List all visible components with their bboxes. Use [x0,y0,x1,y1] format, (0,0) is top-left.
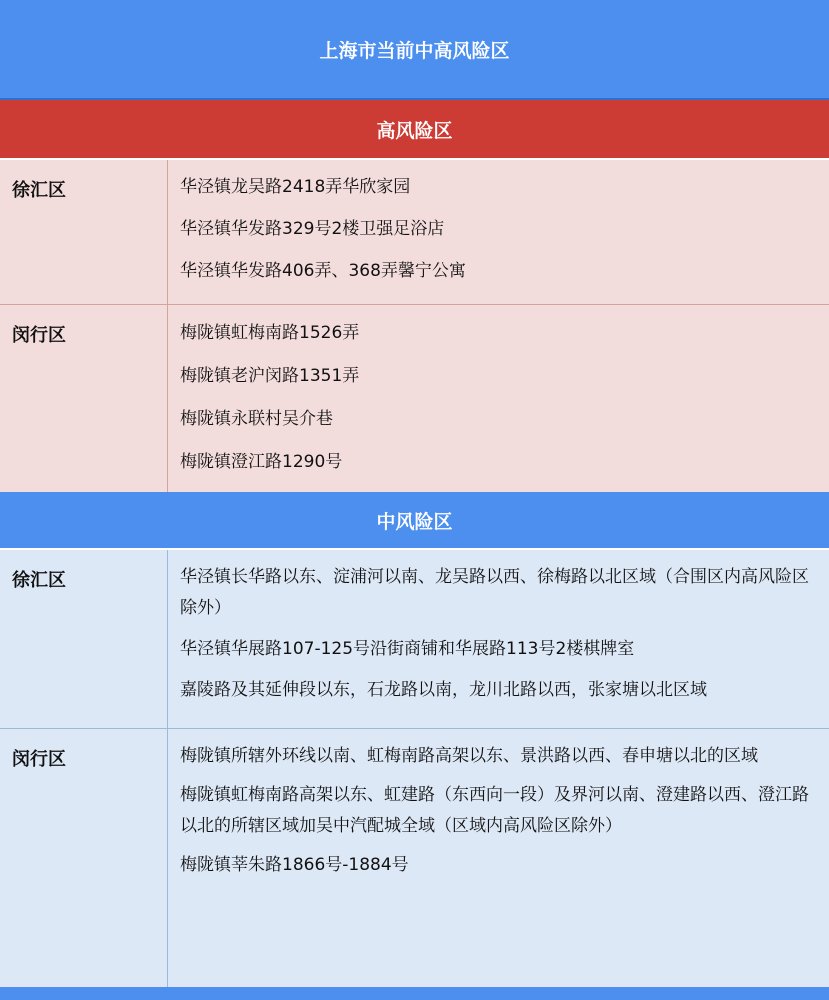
location-list [168,550,829,728]
location-item: 华泾镇长华路以东、淀浦河以南、龙吴路以西、徐梅路以北区域（合围区内高风险区除外） [180,567,809,618]
location-item: 梅陇镇老沪闵路1351弄 [180,366,360,386]
location-list [168,160,829,304]
high-risk-header [0,100,829,160]
location-item: 华泾镇华发路406弄、368弄馨宁公寓 [180,261,466,281]
location-item: 嘉陵路及其延伸段以东，石龙路以南，龙川北路以西，张家塘以北区域 [180,680,707,700]
location-item: 梅陇镇澄江路1290号 [180,452,343,472]
high-risk-row-minhang [0,305,829,492]
location-item: 梅陇镇虹梅南路高架以东、虹建路（东西向一段）及界河以南、澄建路以西、澄江路以北的所辖区域加吴中汽配城全域（区域内高风险区除外） [180,785,809,836]
district-name: 徐汇区 [0,160,168,304]
location-list [168,305,829,492]
district-name: 徐汇区 [0,550,168,728]
mid-risk-row-xuhui [0,550,829,729]
location-list [168,729,829,989]
location-item: 华泾镇华发路329号2楼卫强足浴店 [180,219,445,239]
page-title [0,0,829,100]
high-risk-row-xuhui [0,160,829,305]
mid-risk-row-minhang [0,729,829,989]
bottom-bar [0,987,829,1000]
district-name: 闵行区 [0,305,168,492]
location-item: 梅陇镇莘朱路1866号-1884号 [180,855,409,875]
high-risk-header-text: 高风险区 [376,119,453,142]
location-item: 梅陇镇所辖外环线以南、虹梅南路高架以东、景洪路以西、春申塘以北的区域 [180,746,758,766]
district-name: 闵行区 [0,729,168,989]
mid-risk-header [0,492,829,550]
page-title-text: 上海市当前中高风险区 [319,39,510,62]
location-item: 梅陇镇永联村吴介巷 [180,409,333,429]
location-item: 华泾镇龙吴路2418弄华欣家园 [180,177,411,197]
location-item: 华泾镇华展路107-125号沿街商铺和华展路113号2楼棋牌室 [180,639,635,659]
mid-risk-header-text: 中风险区 [376,510,453,533]
location-item: 梅陇镇虹梅南路1526弄 [180,323,360,343]
